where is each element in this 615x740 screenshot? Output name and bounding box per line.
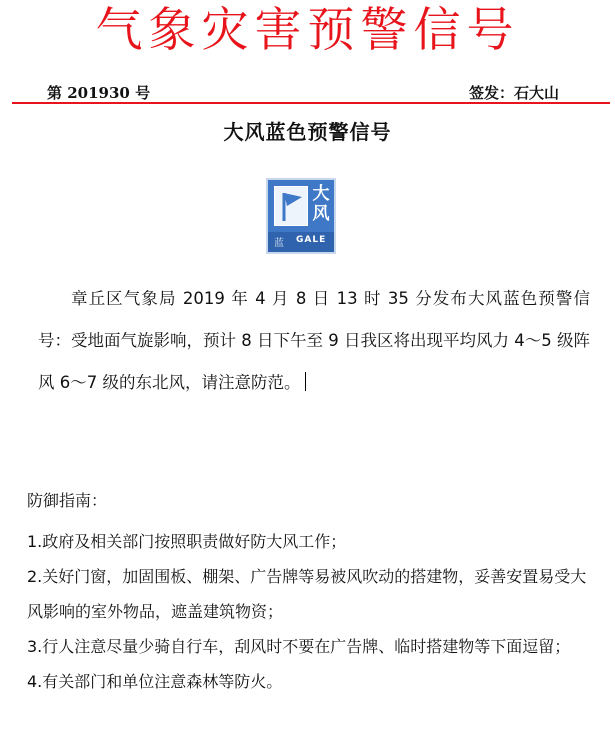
wind-flag-icon (274, 186, 308, 226)
icon-english-text: GALE (296, 235, 327, 245)
text-cursor (305, 372, 306, 391)
list-item: 4.有关部门和单位注意森林等防火。 (27, 672, 283, 691)
list-item: 3.行人注意尽量少骑自行车，刮风时不要在广告牌、临时搭建物等下面逗留； (27, 637, 571, 656)
list-item: 1.政府及相关部门按照职责做好防大风工作； (27, 532, 347, 551)
document-banner-title: 气象灾害预警信号 (95, 3, 520, 58)
warning-body-paragraph (38, 278, 590, 404)
list-item: 2.关好门窗，加固围板、棚架、广告牌等易被风吹动的搭建物，妥善安置易受大风影响的室外物品，遮盖建筑物资； (27, 567, 587, 621)
defense-guide-list (27, 524, 593, 699)
warning-title: 大风蓝色预警信号 (223, 120, 392, 144)
red-divider-line (12, 102, 610, 104)
document-issuer: 签发：石大山 (468, 84, 559, 102)
icon-level-text: 蓝 (274, 238, 284, 249)
document-number: 第 201930 号 (47, 84, 151, 102)
document-meta-row (0, 82, 615, 104)
defense-guide-heading: 防御指南： (27, 491, 108, 510)
gale-blue-warning-icon (266, 178, 336, 254)
icon-bottom-band (268, 232, 334, 252)
warning-body-text: 章丘区气象局 2019 年 4 月 8 日 13 时 35 分发布大风蓝色预警信号：受地面气旋影响，预计 8 日下午至 9 日我区将出现平均风力 4～5 级阵风 6～7 级的东北风，请注意防范。 (38, 289, 590, 392)
icon-gale-text: 大风 (312, 184, 330, 224)
